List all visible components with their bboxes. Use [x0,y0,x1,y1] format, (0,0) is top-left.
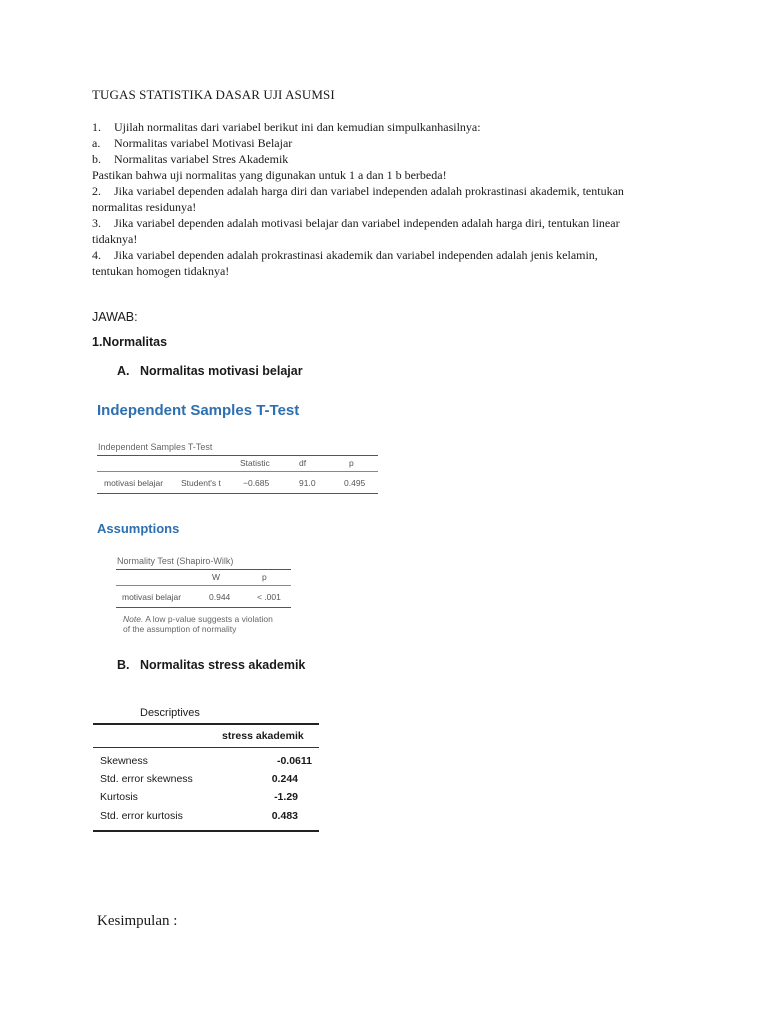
normality-table-caption: Normality Test (Shapiro-Wilk) [117,556,234,566]
question-line: normalitas residunya! [92,200,197,214]
descriptives-row-label: Kurtosis [100,791,138,803]
subsection-a-heading: Normalitas motivasi belajar [140,364,303,378]
question-line: 1. Ujilah normalitas dari variabel berikut ini dan kemudian simpulkanhasilnya: [92,120,481,134]
ttest-top-rule [97,455,378,456]
normality-bottom-rule [116,607,291,608]
question-line: tidaknya! [92,232,138,246]
note-text: A low p-value suggests a violation [143,614,273,624]
question-line: a. Normalitas variabel Motivasi Belajar [92,136,293,150]
note-text-2: of the assumption of normality [123,624,237,634]
descriptives-column-header: stress akademik [222,730,304,742]
ttest-header-p: p [349,458,354,468]
subsection-a-marker: A. [117,364,130,378]
question-line: 4. Jika variabel dependen adalah prokrastinasi akademik dan variabel independen adalah jenis kelamin, [92,248,598,262]
descriptives-caption: Descriptives [140,707,200,719]
ttest-header-df: df [299,458,307,468]
descriptives-row-value: 0.483 [271,810,298,822]
document-title: TUGAS STATISTIKA DASAR UJI ASUMSI [92,87,335,102]
question-line: Pastikan bahwa uji normalitas yang digunakan untuk 1 a dan 1 b berbeda! [92,168,447,182]
descriptives-top-rule [93,723,319,725]
ttest-table-caption: Independent Samples T-Test [98,442,213,452]
subsection-b-marker: B. [117,658,130,672]
question-line: b. Normalitas variabel Stres Akademik [92,152,289,166]
section-normalitas-heading: 1.Normalitas [92,335,168,349]
normality-header-p: p [262,572,267,582]
ttest-row-p: 0.495 [344,478,366,488]
normality-note [123,614,273,634]
descriptives-row-value: -1.29 [274,791,298,803]
ttest-heading: Independent Samples T-Test [97,402,300,419]
normality-header-w: W [212,572,221,582]
normality-row-variable: motivasi belajar [122,592,182,602]
descriptives-row-label: Std. error kurtosis [100,810,183,822]
descriptives-row-label: Std. error skewness [100,773,193,785]
ttest-bottom-rule [97,493,378,494]
ttest-row-variable: motivasi belajar [104,478,164,488]
normality-row-p: < .001 [257,592,281,602]
assumptions-heading: Assumptions [97,521,180,536]
subsection-b-heading: Normalitas stress akademik [140,658,306,672]
normality-top-rule [116,569,291,570]
question-line: 2. Jika variabel dependen adalah harga diri dan variabel independen adalah prokrastinasi akademik, tentukan [92,184,624,198]
question-list [92,119,624,279]
jawab-heading: JAWAB: [92,310,138,324]
normality-row-w: 0.944 [209,592,231,602]
ttest-row-df: 91.0 [299,478,316,488]
descriptives-bottom-rule [93,830,319,832]
descriptives-header-rule [93,747,319,748]
ttest-row-test: Student's t [181,478,221,488]
ttest-row-statistic: −0.685 [243,478,270,488]
conclusion-label: Kesimpulan : [97,913,178,929]
normality-header-rule [116,585,291,586]
descriptives-row-value: -0.0611 [276,755,312,767]
descriptives-row-value: 0.244 [271,773,298,785]
descriptives-row-label: Skewness [100,755,148,767]
question-line: 3. Jika variabel dependen adalah motivasi belajar dan variabel independen adalah harga diri, tentukan linear [92,216,620,230]
ttest-header-rule [97,471,378,472]
question-line: tentukan homogen tidaknya! [92,264,230,278]
ttest-header-statistic: Statistic [240,458,270,468]
note-label: Note. [123,614,144,624]
